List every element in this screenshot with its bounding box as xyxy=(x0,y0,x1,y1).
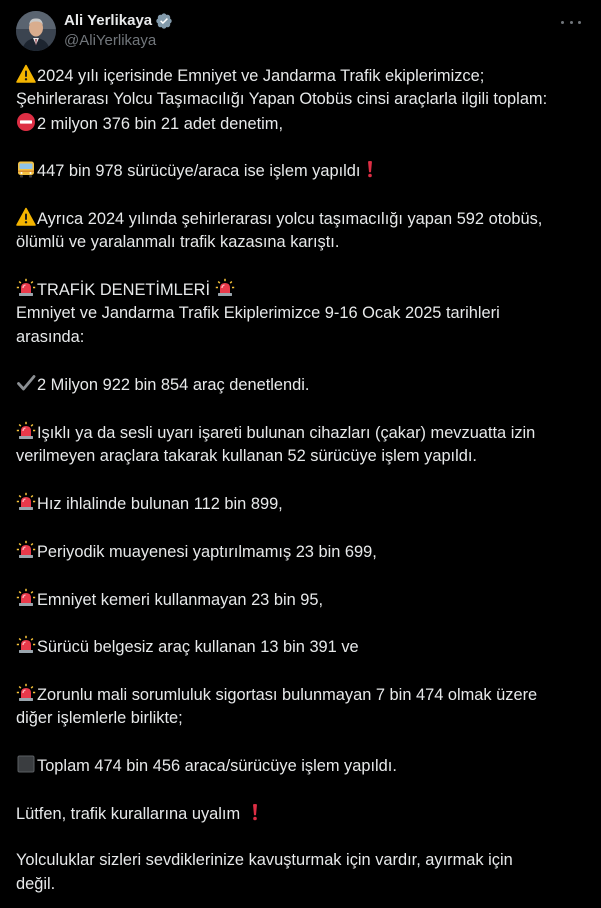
tweet-line xyxy=(16,754,586,778)
siren-icon xyxy=(16,540,36,560)
tweet-line-text: Toplam 474 bin 456 araca/sürücüye işlem yapıldı. xyxy=(37,757,397,776)
paragraph-gap xyxy=(16,254,586,278)
avatar-image xyxy=(16,11,56,51)
paragraph-gap xyxy=(16,183,586,207)
paragraph-gap xyxy=(16,469,586,493)
no-entry-icon xyxy=(16,112,36,132)
tweet-line xyxy=(16,64,586,88)
paragraph-gap xyxy=(16,659,586,683)
user-handle[interactable]: @AliYerlikaya xyxy=(64,32,157,49)
tweet-line-text: Yolculuklar sizleri sevdiklerinize kavuşturmak için vardır, ayırmak için xyxy=(16,851,513,870)
tweet-line-text: ölümlü ve yaralanmalı trafik kazasına karıştı. xyxy=(16,232,340,251)
tweet-line-text: arasında: xyxy=(16,327,85,346)
tweet-line xyxy=(16,112,586,136)
display-name[interactable]: Ali Yerlikaya xyxy=(64,12,153,29)
siren-icon xyxy=(16,635,36,655)
paragraph-gap xyxy=(16,397,586,421)
tweet-line xyxy=(16,588,586,612)
tweet-line xyxy=(16,421,586,445)
bus-icon xyxy=(16,159,36,179)
exclamation-icon xyxy=(360,159,380,179)
paragraph-gap xyxy=(16,826,586,850)
tweet-line-text: Şehirlerarası Yolcu Taşımacılığı Yapan Otobüs cinsi araçlarla ilgili toplam: xyxy=(16,89,548,108)
siren-icon xyxy=(16,683,36,703)
user-info xyxy=(64,11,173,51)
tweet-line xyxy=(16,207,586,231)
tweet-line-text: verilmeyen araçlara takarak kullanan 52 sürücüye işlem yapıldı. xyxy=(16,446,477,465)
siren-icon xyxy=(16,492,36,512)
tweet-line-text: Hız ihlalinde bulunan 112 bin 899, xyxy=(37,495,283,514)
tweet-line-text: Zorunlu mali sorumluluk sigortası bulunmayan 7 bin 474 olmak üzere xyxy=(37,685,538,704)
tweet-text xyxy=(16,64,586,897)
tweet-line xyxy=(16,802,586,826)
tweet-line xyxy=(16,278,586,302)
tweet-line xyxy=(16,849,586,873)
tweet-line-text: TRAFİK DENETİMLERİ xyxy=(37,281,215,300)
paragraph-gap xyxy=(16,350,586,374)
tweet-line-text: Emniyet kemeri kullanmayan 23 bin 95, xyxy=(37,590,324,609)
warning-icon xyxy=(16,64,36,84)
paragraph-gap xyxy=(16,611,586,635)
paragraph-gap xyxy=(16,516,586,540)
tweet-line xyxy=(16,445,586,469)
avatar[interactable] xyxy=(16,11,56,51)
check-icon xyxy=(16,373,36,393)
tweet-line xyxy=(16,873,586,897)
tweet-line-text: Işıklı ya da sesli uyarı işareti bulunan cihazları (çakar) mevzuatta izin xyxy=(37,423,536,442)
exclamation-icon xyxy=(245,802,265,822)
tweet-line-text: Sürücü belgesiz araç kullanan 13 bin 391 ve xyxy=(37,638,359,657)
verified-badge-icon xyxy=(155,12,173,30)
tweet-line-text: 2024 yılı içerisinde Emniyet ve Jandarma Trafik ekiplerimizce; xyxy=(37,67,485,85)
black-square-icon xyxy=(16,754,36,774)
tweet-line xyxy=(16,88,586,112)
tweet-line xyxy=(16,302,586,326)
warning-icon xyxy=(16,207,36,227)
siren-icon xyxy=(215,278,235,298)
tweet-line xyxy=(16,683,586,707)
tweet-line xyxy=(16,707,586,731)
tweet-header xyxy=(16,11,585,51)
siren-icon xyxy=(16,421,36,441)
tweet-line-text: Ayrıca 2024 yılında şehirlerarası yolcu taşımacılığı yapan 592 otobüs, xyxy=(37,209,543,228)
tweet-line xyxy=(16,326,586,350)
tweet-line xyxy=(16,492,586,516)
tweet-line-text: diğer işlemlerle birlikte; xyxy=(16,708,183,727)
tweet-line-text: Lütfen, trafik kurallarına uyalım xyxy=(16,804,245,823)
tweet-line-text: Emniyet ve Jandarma Trafik Ekiplerimizce 9-16 Ocak 2025 tarihleri xyxy=(16,303,500,322)
tweet-line xyxy=(16,635,586,659)
paragraph-gap xyxy=(16,135,586,159)
tweet-line-text: değil. xyxy=(16,875,56,894)
paragraph-gap xyxy=(16,730,586,754)
paragraph-gap xyxy=(16,778,586,802)
tweet-line xyxy=(16,159,586,183)
tweet-line xyxy=(16,540,586,564)
tweet-line xyxy=(16,373,586,397)
siren-icon xyxy=(16,278,36,298)
paragraph-gap xyxy=(16,564,586,588)
siren-icon xyxy=(16,588,36,608)
tweet-line-text: 2 milyon 376 bin 21 adet denetim, xyxy=(37,114,284,133)
tweet-line-text: 447 bin 978 sürücüye/araca ise işlem yapıldı xyxy=(37,162,361,181)
tweet-line-text: Periyodik muayenesi yaptırılmamış 23 bin 699, xyxy=(37,542,377,561)
tweet-line-text: 2 Milyon 922 bin 854 araç denetlendi. xyxy=(37,376,310,395)
tweet-line xyxy=(16,231,586,255)
more-options-icon[interactable] xyxy=(561,13,581,31)
